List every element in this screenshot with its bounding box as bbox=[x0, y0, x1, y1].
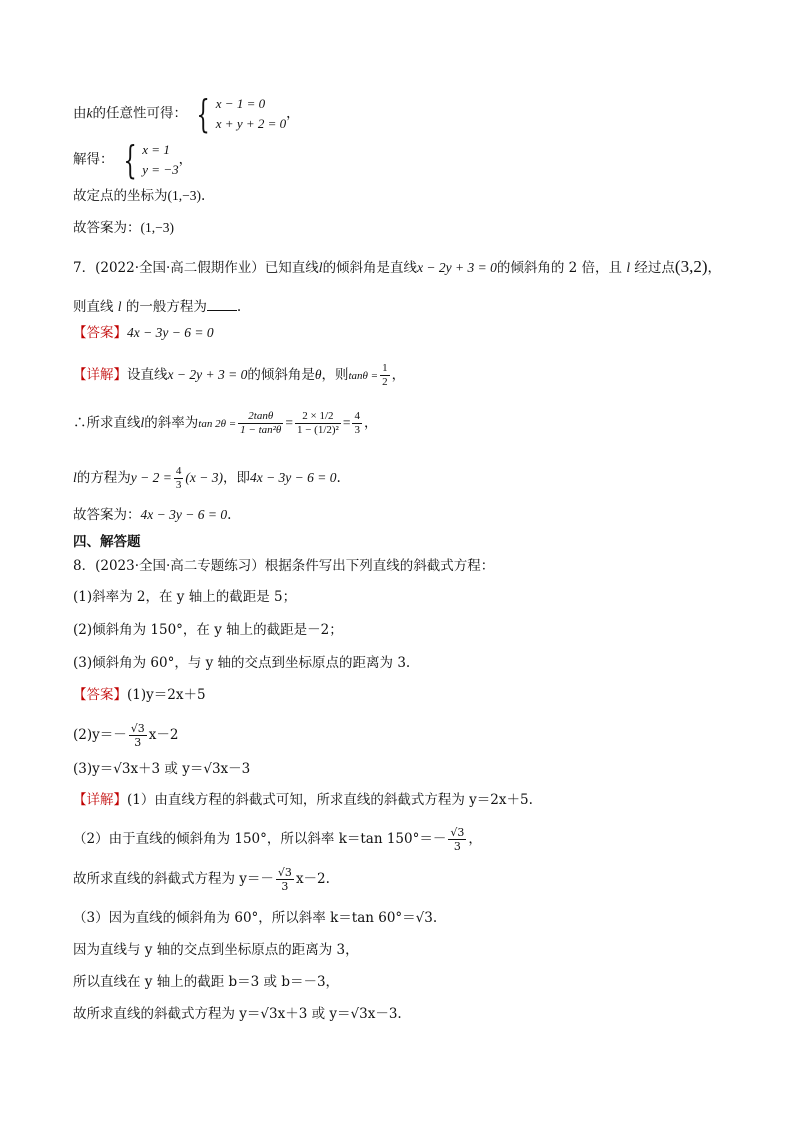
math-var: l bbox=[73, 470, 77, 485]
question-8-stem: 8．(2023·全国·高二专题练习）根据条件写出下列直线的斜截式方程： bbox=[73, 558, 495, 574]
equation: y − 2 = bbox=[130, 470, 172, 485]
equation: x − 2y + 3 = 0 bbox=[417, 260, 497, 275]
equation: 4x − 3y − 6 = 0 bbox=[140, 507, 228, 522]
text: . bbox=[336, 470, 341, 486]
equation-system bbox=[118, 140, 179, 180]
fraction bbox=[380, 362, 390, 389]
equation: (x − 3) bbox=[185, 470, 223, 485]
question-8-detail-3 bbox=[73, 866, 330, 893]
text: ， bbox=[468, 831, 482, 847]
text: ∴所求直线 bbox=[73, 415, 141, 431]
question-8-detail-6: 所以直线在 y 轴上的截距 b＝3 或 b＝－3， bbox=[73, 974, 340, 990]
math-var: θ bbox=[314, 367, 322, 382]
math-var: l bbox=[318, 260, 323, 275]
math: (1,−3) bbox=[167, 188, 201, 203]
fraction bbox=[276, 866, 294, 893]
math: tan 2θ = bbox=[198, 418, 237, 430]
text: x－2 bbox=[148, 727, 179, 743]
text: . bbox=[227, 507, 232, 523]
text: ， bbox=[178, 151, 193, 168]
equation: x − 2y + 3 = 0 bbox=[167, 367, 248, 382]
text: ， bbox=[391, 367, 406, 383]
text: (1）由直线方程的斜截式可知，所求直线的斜截式方程为 y＝2x＋5. bbox=[127, 792, 533, 808]
question-7-detail-3 bbox=[73, 465, 341, 492]
equation-system bbox=[191, 94, 286, 134]
equation: x = 1 bbox=[142, 142, 170, 157]
detail-tag: 【详解】 bbox=[73, 792, 127, 808]
denominator: 2 bbox=[382, 376, 388, 388]
text-line bbox=[73, 140, 192, 180]
fraction bbox=[238, 410, 283, 437]
denominator: 3 bbox=[453, 840, 461, 853]
text: . bbox=[200, 188, 206, 204]
denominator: 3 bbox=[134, 736, 142, 749]
text: 设直线 bbox=[127, 367, 168, 383]
text-line bbox=[73, 186, 205, 206]
numerator: √3 bbox=[130, 722, 145, 735]
fraction bbox=[129, 722, 147, 749]
denominator: 3 bbox=[281, 880, 289, 893]
equation: x + y + 2 = 0 bbox=[215, 116, 287, 131]
question-8-part-2: (2)倾斜角为 150°，在 y 轴上的截距是－2； bbox=[73, 622, 343, 638]
question-8-detail-2 bbox=[73, 826, 482, 853]
numerator: 2tanθ bbox=[238, 410, 283, 424]
text: 的倾斜角的 2 倍，且 bbox=[496, 260, 623, 276]
math: (3,2) bbox=[674, 257, 708, 276]
text: 的任意性可得： bbox=[92, 105, 187, 122]
numerator: 4 bbox=[354, 410, 360, 422]
text: 故所求直线的斜截式方程为 y＝－ bbox=[73, 871, 274, 887]
text: 的倾斜角是直线 bbox=[322, 260, 418, 276]
question-8-answer-1 bbox=[73, 685, 206, 705]
question-7-detail-1 bbox=[73, 362, 405, 389]
answer-text: (1)y＝2x＋5 bbox=[127, 687, 206, 703]
math: tanθ = bbox=[348, 370, 379, 382]
question-8-part-3: (3)倾斜角为 60°，与 y 轴的交点到坐标原点的距离为 3. bbox=[73, 655, 411, 671]
equation: 4x − 3y − 6 = 0 bbox=[249, 470, 337, 485]
numerator: 2 × 1/2 bbox=[295, 410, 341, 424]
text: x－2. bbox=[295, 871, 330, 887]
question-8-detail-1 bbox=[73, 790, 533, 810]
numerator: √3 bbox=[277, 866, 292, 879]
text: 的斜率为 bbox=[144, 415, 199, 431]
answer-tag: 【答案】 bbox=[73, 325, 127, 341]
question-8-detail-7: 故所求直线的斜截式方程为 y＝√3x＋3 或 y＝√3x－3. bbox=[73, 1006, 402, 1022]
math-var: l bbox=[117, 299, 122, 314]
question-8-detail-4: （3）因为直线的倾斜角为 60°，所以斜率 k＝tan 60°＝√3. bbox=[73, 910, 438, 926]
math: (1,−3) bbox=[140, 220, 174, 235]
text: （2）由于直线的倾斜角为 150°，所以斜率 k＝tan 150°＝－ bbox=[73, 831, 447, 847]
text: 则直线 bbox=[73, 299, 114, 315]
numerator: 4 bbox=[175, 465, 182, 477]
question-7-answer bbox=[73, 323, 214, 343]
question-8-answer-3: (3)y＝√3x＋3 或 y＝√3x－3 bbox=[73, 761, 251, 777]
section-heading: 四、解答题 bbox=[73, 534, 141, 550]
question-7-stem-2 bbox=[73, 297, 241, 317]
text: . bbox=[236, 299, 242, 315]
text-line bbox=[73, 94, 300, 134]
text: ， bbox=[363, 415, 378, 431]
text: (2)y＝－ bbox=[73, 727, 127, 743]
fraction bbox=[448, 826, 466, 853]
text: ， bbox=[707, 260, 721, 276]
question-7-detail-2 bbox=[73, 410, 377, 437]
detail-tag: 【详解】 bbox=[73, 367, 127, 383]
text: ，即 bbox=[222, 470, 250, 486]
text: ，则 bbox=[321, 367, 349, 383]
math-var: l bbox=[626, 260, 631, 275]
text: 的方程为 bbox=[76, 470, 131, 486]
question-8-answer-2 bbox=[73, 722, 178, 749]
equation: y = −3 bbox=[142, 162, 179, 177]
fraction bbox=[295, 410, 341, 437]
equation: x − 1 = 0 bbox=[215, 96, 266, 111]
question-7-detail-4 bbox=[73, 505, 231, 525]
numerator: 1 bbox=[382, 362, 388, 374]
question-8-part-1: (1)斜率为 2，在 y 轴上的截距是 5； bbox=[73, 589, 297, 605]
numerator: √3 bbox=[450, 826, 465, 839]
fraction bbox=[352, 410, 362, 437]
math: = bbox=[285, 415, 293, 430]
answer-blank bbox=[207, 298, 237, 311]
brace-icon: { bbox=[196, 92, 211, 136]
brace-icon: { bbox=[123, 138, 137, 182]
text: 故答案为： bbox=[73, 507, 141, 523]
denominator: 3 bbox=[354, 424, 360, 436]
text: 故定点的坐标为 bbox=[73, 188, 168, 204]
equation: 4x − 3y − 6 = 0 bbox=[127, 325, 214, 340]
denominator: 3 bbox=[175, 479, 182, 491]
text-line bbox=[73, 218, 174, 238]
text: 7．(2022·全国·高二假期作业）已知直线 bbox=[73, 260, 319, 276]
text: 解得： bbox=[73, 151, 114, 168]
text: 的倾斜角是 bbox=[247, 367, 315, 383]
text: 由 bbox=[73, 105, 87, 122]
denominator: 1 − (1/2)² bbox=[296, 424, 339, 436]
text: 经过点 bbox=[634, 260, 675, 276]
question-7-stem bbox=[73, 257, 721, 278]
text: 故答案为： bbox=[73, 220, 141, 236]
text: 的一般方程为 bbox=[125, 299, 207, 315]
denominator: 1 − tan²θ bbox=[240, 424, 282, 436]
math: = bbox=[342, 415, 351, 430]
math-var: l bbox=[140, 415, 145, 430]
answer-tag: 【答案】 bbox=[73, 687, 127, 703]
math-var: k bbox=[86, 105, 93, 121]
fraction bbox=[174, 465, 184, 492]
question-8-detail-5: 因为直线与 y 轴的交点到坐标原点的距离为 3， bbox=[73, 942, 359, 958]
text: ， bbox=[286, 105, 300, 122]
